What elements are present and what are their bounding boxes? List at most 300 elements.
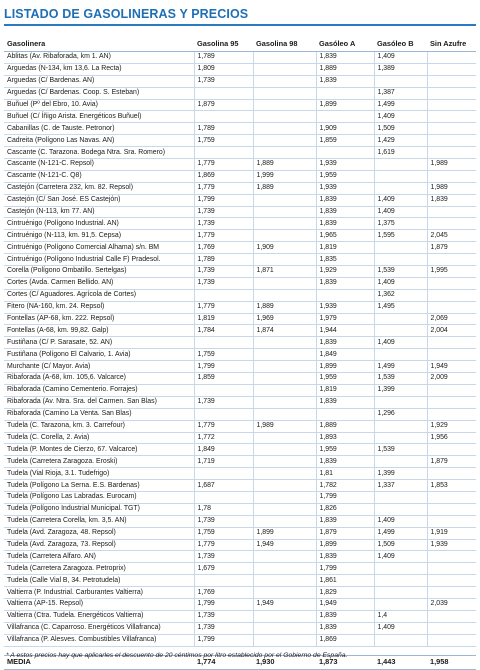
cell-gasolinera: Tudela (Polígono Las Labradas. Eurocam): [4, 491, 194, 503]
cell-gasoleo-a: 1,965: [316, 230, 374, 242]
cell-gasolinera: Ribaforada (A-68, km. 105,6. Valcarce): [4, 373, 194, 385]
cell-gasolinera: Cintruénigo (Polígono Comercial Alhama) s/n. BM: [4, 242, 194, 254]
cell-gasoleo-a: [316, 289, 374, 301]
cell-gasoleo-a: 1,849: [316, 349, 374, 361]
cell-gasolinera: Valtierra (Ctra. Tudela. Energéticos Valtierra): [4, 610, 194, 622]
cell-gasolina-95: 1,779: [194, 420, 253, 432]
table-row: [4, 587, 476, 599]
cell-gasolina-98: [253, 373, 316, 385]
cell-gasoleo-b: 1,389: [374, 63, 427, 75]
cell-gasoleo-b: [374, 349, 427, 361]
cell-gasolina-95: 1,799: [194, 598, 253, 610]
cell-gasolina-98: 1,871: [253, 266, 316, 278]
cell-gasolina-95: [194, 468, 253, 480]
cell-gasoleo-b: 1,499: [374, 361, 427, 373]
cell-gasolina-98: [253, 610, 316, 622]
cell-gasolinera: Tudela (Polígono La Serna. E.S. Bardenas): [4, 480, 194, 492]
cell-gasolina-98: [253, 218, 316, 230]
cell-sin-azufre: 2,069: [427, 313, 476, 325]
cell-sin-azufre: [427, 170, 476, 182]
cell-sin-azufre: 1,995: [427, 266, 476, 278]
cell-gasolinera: Fustiñana (C/ P. Sarasate, 52. AN): [4, 337, 194, 349]
cell-gasolina-95: 1,789: [194, 123, 253, 135]
cell-gasolina-98: [253, 408, 316, 420]
table-row: [4, 325, 476, 337]
cell-sin-azufre: [427, 277, 476, 289]
cell-gasolinera: Cadreita (Polígono Las Navas. AN): [4, 135, 194, 147]
cell-gasolina-95: [194, 337, 253, 349]
cell-gasoleo-a: 1,939: [316, 159, 374, 171]
cell-gasolina-98: 1,889: [253, 301, 316, 313]
cell-gasoleo-b: [374, 503, 427, 515]
table-row: [4, 218, 476, 230]
cell-gasoleo-a: 1,949: [316, 598, 374, 610]
cell-gasoleo-b: 1,409: [374, 52, 427, 64]
table-row: [4, 313, 476, 325]
cell-gasolina-98: [253, 147, 316, 159]
cell-sin-azufre: 1,949: [427, 361, 476, 373]
table-row: [4, 480, 476, 492]
table-row: [4, 254, 476, 266]
cell-gasoleo-a: 1,839: [316, 622, 374, 634]
cell-gasoleo-b: 1,387: [374, 87, 427, 99]
cell-sin-azufre: 1,919: [427, 527, 476, 539]
cell-gasoleo-a: 1,944: [316, 325, 374, 337]
cell-gasoleo-a: 1,839: [316, 194, 374, 206]
table-row: [4, 408, 476, 420]
cell-gasolinera: Cintruénigo (N-113, km. 91,5. Cepsa): [4, 230, 194, 242]
cell-gasoleo-b: 1,429: [374, 135, 427, 147]
col-header-gasoleo-b: Gasóleo B: [374, 36, 427, 52]
table-row: [4, 563, 476, 575]
cell-gasolina-98: 1,874: [253, 325, 316, 337]
prices-table: [4, 36, 476, 670]
cell-gasoleo-b: 1,409: [374, 337, 427, 349]
header-row: [4, 36, 476, 52]
footnote: * A estos precios hay que aplicarles el descuento de 20 céntimos por litro establecido por el Gobierno de España.: [6, 652, 348, 659]
cell-gasolina-98: 1,889: [253, 159, 316, 171]
cell-gasolinera: Tudela (Avd. Zaragoza, 48. Repsol): [4, 527, 194, 539]
cell-sin-azufre: [427, 254, 476, 266]
table-row: [4, 289, 476, 301]
table-row: [4, 337, 476, 349]
table-row: [4, 266, 476, 278]
cell-sin-azufre: 1,929: [427, 420, 476, 432]
cell-gasolina-98: [253, 361, 316, 373]
cell-gasoleo-a: 1,839: [316, 515, 374, 527]
cell-sin-azufre: [427, 123, 476, 135]
cell-gasolinera: Buñuel (Pº del Ebro, 10. Avia): [4, 99, 194, 111]
cell-gasoleo-a: 1,829: [316, 587, 374, 599]
cell-sin-azufre: [427, 289, 476, 301]
cell-gasolina-98: [253, 444, 316, 456]
cell-gasolina-98: [253, 384, 316, 396]
cell-gasoleo-b: [374, 456, 427, 468]
cell-gasolina-95: 1,799: [194, 194, 253, 206]
cell-sin-azufre: [427, 75, 476, 87]
cell-sin-azufre: 2,039: [427, 598, 476, 610]
cell-gasoleo-a: 1,959: [316, 170, 374, 182]
cell-sin-azufre: [427, 384, 476, 396]
cell-gasoleo-a: 1,839: [316, 610, 374, 622]
cell-gasolina-98: [253, 99, 316, 111]
cell-gasoleo-b: [374, 491, 427, 503]
table-row: [4, 527, 476, 539]
cell-gasoleo-b: 1,409: [374, 622, 427, 634]
cell-gasolina-98: [253, 135, 316, 147]
cell-gasolina-95: 1,789: [194, 52, 253, 64]
cell-sin-azufre: [427, 408, 476, 420]
table-row: [4, 52, 476, 64]
col-header-gasolinera: Gasolinera: [4, 36, 194, 52]
table-row: [4, 503, 476, 515]
cell-gasolinera: Tudela (Carretera Corella, km. 3,5. AN): [4, 515, 194, 527]
cell-gasolina-95: 1,769: [194, 242, 253, 254]
cell-sin-azufre: [427, 468, 476, 480]
cell-sin-azufre: 1,853: [427, 480, 476, 492]
cell-gasoleo-b: 1,409: [374, 111, 427, 123]
cell-gasoleo-b: 1,399: [374, 468, 427, 480]
col-header-gasolina-98: Gasolina 98: [253, 36, 316, 52]
cell-gasoleo-b: 1,337: [374, 480, 427, 492]
cell-gasoleo-a: 1,889: [316, 63, 374, 75]
cell-gasolina-95: [194, 575, 253, 587]
cell-gasoleo-b: [374, 396, 427, 408]
col-header-gasoleo-a: Gasóleo A: [316, 36, 374, 52]
cell-gasolinera: Castejón (N-113, km 77. AN): [4, 206, 194, 218]
cell-gasolinera: Tudela (Vial Rioja, 3.1. Tudefrigo): [4, 468, 194, 480]
cell-gasolina-98: [253, 634, 316, 646]
cell-gasolinera: Fitero (NA-160, km. 24. Repsol): [4, 301, 194, 313]
cell-gasoleo-b: 1,409: [374, 206, 427, 218]
cell-sin-azufre: [427, 87, 476, 99]
table-row: [4, 349, 476, 361]
table-row: [4, 194, 476, 206]
cell-gasolinera: Cintruénigo (Polígono Industrial Calle F) Pradesol.: [4, 254, 194, 266]
cell-gasoleo-a: 1,869: [316, 634, 374, 646]
cell-gasolina-95: 1,879: [194, 99, 253, 111]
cell-gasolina-95: 1,739: [194, 515, 253, 527]
cell-gasoleo-b: [374, 325, 427, 337]
cell-gasolinera: Tudela (Avd. Zaragoza, 73. Repsol): [4, 539, 194, 551]
media-gasoleo-a: 1,873: [316, 655, 374, 669]
cell-gasolinera: Arguedas (N-134, km 13,6. La Recta): [4, 63, 194, 75]
table-row: [4, 420, 476, 432]
cell-gasolina-95: 1,849: [194, 444, 253, 456]
cell-gasoleo-b: 1,296: [374, 408, 427, 420]
cell-sin-azufre: [427, 99, 476, 111]
cell-gasolina-95: 1,687: [194, 480, 253, 492]
cell-gasolina-98: 1,899: [253, 527, 316, 539]
cell-gasolina-98: [253, 622, 316, 634]
cell-gasolina-95: 1,784: [194, 325, 253, 337]
cell-gasolina-98: [253, 123, 316, 135]
cell-gasolina-98: 1,999: [253, 170, 316, 182]
cell-gasoleo-b: 1,4: [374, 610, 427, 622]
table-row: [4, 159, 476, 171]
table-row: [4, 444, 476, 456]
cell-gasolinera: Cascante (N-121-C. Q8): [4, 170, 194, 182]
cell-gasolina-95: 1,869: [194, 170, 253, 182]
cell-gasolina-95: 1,739: [194, 622, 253, 634]
table-row: [4, 123, 476, 135]
cell-gasoleo-b: 1,509: [374, 123, 427, 135]
cell-gasolina-98: [253, 396, 316, 408]
cell-gasolina-95: 1,739: [194, 206, 253, 218]
table-row: [4, 384, 476, 396]
cell-gasolinera: Arguedas (C/ Bardenas. AN): [4, 75, 194, 87]
cell-gasolina-98: [253, 254, 316, 266]
cell-gasolina-98: 1,909: [253, 242, 316, 254]
cell-gasolina-95: 1,772: [194, 432, 253, 444]
cell-gasolinera: Corella (Polígono Ombatillo. Sertelgas): [4, 266, 194, 278]
table-row: [4, 598, 476, 610]
cell-gasolina-95: 1,759: [194, 349, 253, 361]
cell-gasolina-98: [253, 587, 316, 599]
cell-gasolinera: Villafranca (C. Caparroso. Energéticos Villafranca): [4, 622, 194, 634]
media-gasoleo-b: 1,443: [374, 655, 427, 669]
table-row: [4, 575, 476, 587]
cell-sin-azufre: 2,004: [427, 325, 476, 337]
col-header-sin-azufre: Sin Azufre: [427, 36, 476, 52]
media-gasolina-95: 1,774: [194, 655, 253, 669]
cell-gasoleo-a: 1,839: [316, 75, 374, 87]
cell-sin-azufre: [427, 111, 476, 123]
table-body: [4, 52, 476, 647]
table-row: [4, 634, 476, 646]
cell-gasoleo-a: 1,839: [316, 551, 374, 563]
table-row: [4, 491, 476, 503]
cell-gasolinera: Cascante (C. Tarazona. Bodega Ntra. Sra. Romero): [4, 147, 194, 159]
cell-sin-azufre: [427, 63, 476, 75]
cell-gasolina-95: [194, 491, 253, 503]
cell-gasolinera: Buñuel (C/ Íñigo Arista. Energéticos Buñuel): [4, 111, 194, 123]
cell-gasolinera: Cabanillas (C. de Tauste. Petronor): [4, 123, 194, 135]
cell-sin-azufre: [427, 622, 476, 634]
cell-gasolina-98: [253, 289, 316, 301]
cell-gasolina-95: 1,679: [194, 563, 253, 575]
cell-gasolina-95: 1,739: [194, 218, 253, 230]
cell-gasolinera: Fustiñana (Polígono El Calvario, 1. Avia): [4, 349, 194, 361]
cell-gasoleo-a: 1,899: [316, 99, 374, 111]
cell-gasolina-95: 1,719: [194, 456, 253, 468]
cell-gasoleo-b: [374, 242, 427, 254]
cell-gasoleo-a: 1,839: [316, 337, 374, 349]
cell-gasoleo-a: [316, 147, 374, 159]
cell-gasoleo-b: [374, 432, 427, 444]
cell-gasolina-95: 1,779: [194, 301, 253, 313]
cell-gasoleo-b: [374, 170, 427, 182]
cell-gasolina-98: [253, 349, 316, 361]
cell-gasolina-95: 1,739: [194, 610, 253, 622]
cell-sin-azufre: 1,879: [427, 242, 476, 254]
cell-sin-azufre: [427, 634, 476, 646]
cell-gasolinera: Ribaforada (Camino La Venta. San Blas): [4, 408, 194, 420]
cell-gasolina-98: [253, 75, 316, 87]
cell-gasolinera: Arguedas (C/ Bardenas. Coop. S. Esteban): [4, 87, 194, 99]
cell-sin-azufre: 2,045: [427, 230, 476, 242]
cell-gasolinera: Villafranca (P. Alesves. Combustibles Villafranca): [4, 634, 194, 646]
cell-gasoleo-b: [374, 563, 427, 575]
cell-gasoleo-a: 1,839: [316, 206, 374, 218]
title-rule: [4, 24, 476, 26]
cell-gasoleo-b: [374, 313, 427, 325]
cell-gasoleo-a: 1,799: [316, 563, 374, 575]
table-row: [4, 242, 476, 254]
cell-gasolina-98: 1,969: [253, 313, 316, 325]
cell-gasolina-98: [253, 230, 316, 242]
cell-gasolina-98: [253, 515, 316, 527]
cell-gasolinera: Tudela (Carretera Zaragoza. Eroski): [4, 456, 194, 468]
cell-gasoleo-a: 1,835: [316, 254, 374, 266]
cell-gasolina-95: 1,759: [194, 135, 253, 147]
cell-gasoleo-a: 1,959: [316, 444, 374, 456]
cell-gasolina-95: 1,739: [194, 551, 253, 563]
cell-gasolina-95: 1,789: [194, 254, 253, 266]
table-row: [4, 361, 476, 373]
cell-gasolina-98: [253, 52, 316, 64]
table-row: [4, 468, 476, 480]
cell-sin-azufre: 1,939: [427, 539, 476, 551]
cell-sin-azufre: [427, 575, 476, 587]
cell-gasoleo-a: 1,81: [316, 468, 374, 480]
cell-gasoleo-a: 1,959: [316, 373, 374, 385]
cell-sin-azufre: [427, 563, 476, 575]
table-row: [4, 622, 476, 634]
media-label: MEDIA: [4, 655, 194, 669]
cell-gasoleo-b: [374, 634, 427, 646]
table-row: [4, 301, 476, 313]
cell-gasoleo-b: 1,539: [374, 444, 427, 456]
cell-sin-azufre: 2,009: [427, 373, 476, 385]
cell-gasoleo-a: 1,939: [316, 182, 374, 194]
cell-gasolina-95: 1,739: [194, 75, 253, 87]
table-row: [4, 432, 476, 444]
cell-gasoleo-b: [374, 575, 427, 587]
cell-gasolina-98: [253, 206, 316, 218]
cell-sin-azufre: [427, 301, 476, 313]
cell-gasoleo-a: 1,899: [316, 361, 374, 373]
cell-gasolina-98: [253, 575, 316, 587]
table-row: [4, 206, 476, 218]
cell-sin-azufre: [427, 587, 476, 599]
cell-sin-azufre: 1,956: [427, 432, 476, 444]
cell-gasolinera: Cortes (Avda. Carmen Bellido. AN): [4, 277, 194, 289]
cell-gasoleo-a: 1,979: [316, 313, 374, 325]
cell-sin-azufre: [427, 349, 476, 361]
cell-gasoleo-a: 1,839: [316, 396, 374, 408]
cell-gasolina-98: [253, 277, 316, 289]
cell-gasoleo-a: 1,889: [316, 420, 374, 432]
table-row: [4, 230, 476, 242]
cell-gasolina-95: 1,78: [194, 503, 253, 515]
cell-gasolina-95: 1,859: [194, 373, 253, 385]
table-row: [4, 456, 476, 468]
table-row: [4, 277, 476, 289]
cell-gasoleo-b: 1,399: [374, 384, 427, 396]
cell-gasoleo-b: 1,539: [374, 373, 427, 385]
cell-gasolina-98: [253, 468, 316, 480]
cell-gasolina-95: 1,779: [194, 230, 253, 242]
table-row: [4, 170, 476, 182]
cell-gasolina-95: [194, 408, 253, 420]
cell-sin-azufre: [427, 515, 476, 527]
cell-gasoleo-a: 1,909: [316, 123, 374, 135]
cell-gasoleo-a: 1,839: [316, 218, 374, 230]
cell-gasolinera: Ablitas (Av. Ribaforada, km 1. AN): [4, 52, 194, 64]
cell-gasoleo-b: 1,409: [374, 277, 427, 289]
cell-gasolina-95: [194, 289, 253, 301]
cell-gasolina-98: [253, 480, 316, 492]
cell-gasolina-95: 1,769: [194, 587, 253, 599]
cell-gasolina-95: [194, 384, 253, 396]
cell-gasolinera: Tudela (Carretera Zaragoza. Petroprix): [4, 563, 194, 575]
cell-sin-azufre: [427, 610, 476, 622]
cell-gasoleo-a: 1,929: [316, 266, 374, 278]
cell-sin-azufre: [427, 135, 476, 147]
cell-gasoleo-b: 1,362: [374, 289, 427, 301]
cell-gasolina-95: 1,799: [194, 361, 253, 373]
cell-sin-azufre: [427, 503, 476, 515]
cell-gasolina-95: 1,779: [194, 539, 253, 551]
cell-gasolinera: Tudela (C. Corella, 2. Avia): [4, 432, 194, 444]
table-row: [4, 135, 476, 147]
cell-gasolina-95: 1,779: [194, 182, 253, 194]
cell-gasolinera: Cintruénigo (Polígono Industrial. AN): [4, 218, 194, 230]
table-row: [4, 610, 476, 622]
cell-gasoleo-a: [316, 111, 374, 123]
cell-gasolina-98: [253, 432, 316, 444]
cell-gasolina-95: 1,739: [194, 277, 253, 289]
cell-gasolina-98: 1,889: [253, 182, 316, 194]
cell-sin-azufre: [427, 551, 476, 563]
table-row: [4, 515, 476, 527]
cell-sin-azufre: [427, 491, 476, 503]
cell-gasoleo-a: 1,799: [316, 491, 374, 503]
cell-gasoleo-a: 1,899: [316, 539, 374, 551]
cell-gasolina-98: [253, 491, 316, 503]
cell-gasoleo-b: 1,409: [374, 551, 427, 563]
table-row: [4, 539, 476, 551]
cell-gasoleo-b: 1,409: [374, 515, 427, 527]
cell-gasolina-95: 1,799: [194, 634, 253, 646]
cell-gasolinera: Murchante (C/ Mayor. Avia): [4, 361, 194, 373]
cell-gasolina-95: 1,809: [194, 63, 253, 75]
cell-gasolinera: Tudela (C. Tarazona, km. 3. Carrefour): [4, 420, 194, 432]
cell-gasoleo-b: 1,595: [374, 230, 427, 242]
cell-gasolinera: Tudela (Carretera Alfaro. AN): [4, 551, 194, 563]
cell-gasolinera: Tudela (Calle Vial B, 34. Petrotudela): [4, 575, 194, 587]
cell-gasoleo-a: 1,861: [316, 575, 374, 587]
cell-gasolina-98: [253, 503, 316, 515]
cell-gasolina-98: [253, 63, 316, 75]
cell-gasolinera: Castejón (C/ San José. ES Castejón): [4, 194, 194, 206]
cell-gasolinera: Ribaforada (Camino Cementerio. Forrajes): [4, 384, 194, 396]
cell-gasoleo-a: 1,879: [316, 527, 374, 539]
cell-sin-azufre: 1,879: [427, 456, 476, 468]
cell-gasoleo-a: 1,826: [316, 503, 374, 515]
cell-gasolina-98: [253, 87, 316, 99]
cell-gasolina-98: 1,949: [253, 539, 316, 551]
cell-gasoleo-a: 1,839: [316, 52, 374, 64]
cell-gasolina-98: 1,989: [253, 420, 316, 432]
cell-gasolina-95: 1,819: [194, 313, 253, 325]
table-row: [4, 396, 476, 408]
table-row: [4, 111, 476, 123]
cell-gasolina-98: [253, 337, 316, 349]
table-row: [4, 147, 476, 159]
cell-gasolina-95: 1,779: [194, 159, 253, 171]
